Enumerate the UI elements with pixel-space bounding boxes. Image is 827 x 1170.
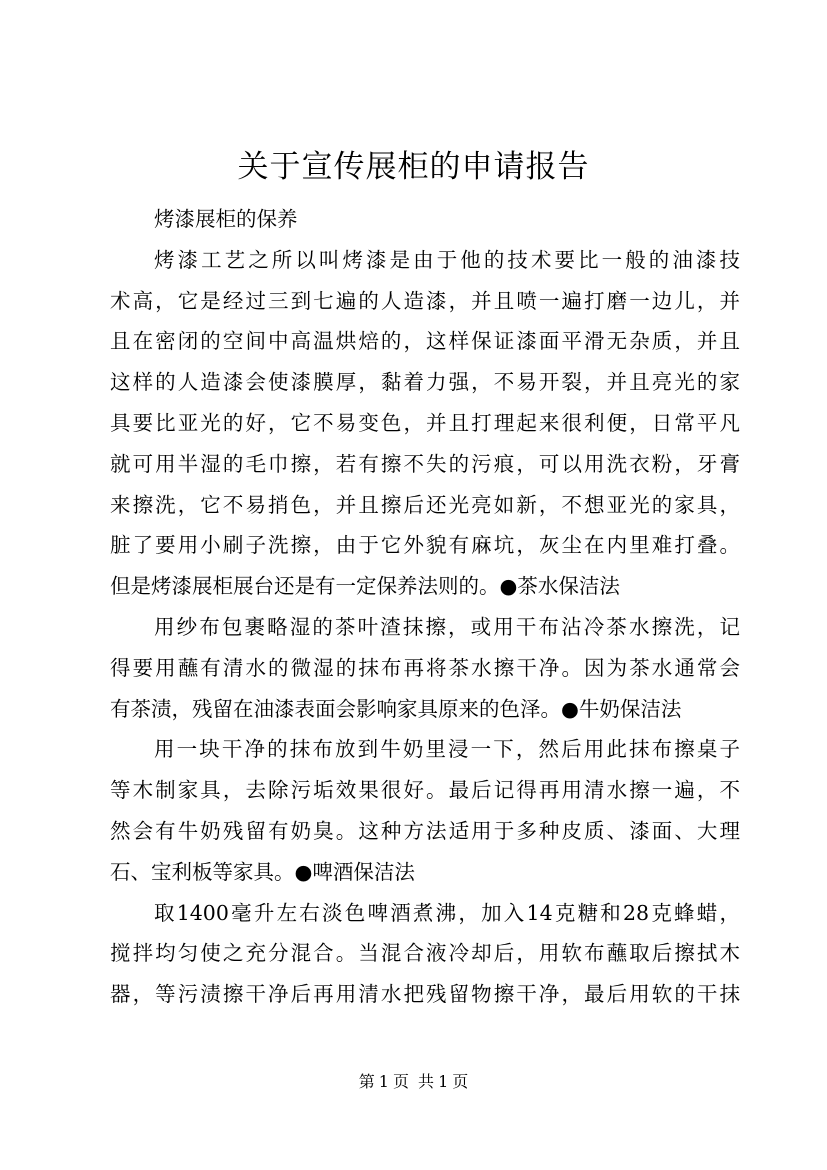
paragraph-line: 有茶渍，残留在油漆表面会影响家具原来的色泽。●牛奶保洁法 — [110, 696, 682, 721]
paragraph-line: 但是烤漆展柜展台还是有一定保养法则的。●茶水保洁法 — [110, 574, 620, 599]
page-number: 1 — [378, 1072, 389, 1091]
paragraph-line: 用一块干净的抹布放到牛奶里浸一下，然后用此抹布擦桌子 — [154, 737, 740, 762]
paragraph-line: 等木制家具，去除污垢效果很好。最后记得再用清水擦一遍，不 — [110, 778, 740, 803]
paragraph-line: 取1400毫升左右淡色啤酒煮沸，加入14克糖和28克蜂蜡， — [154, 900, 740, 925]
paragraph-line: 具要比亚光的好，它不易变色，并且打理起来很利便，日常平凡 — [110, 410, 740, 435]
paragraph-line: 器，等污渍擦干净后再用清水把残留物擦干净，最后用软的干抹 — [110, 982, 740, 1007]
paragraph-line: 这样的人造漆会使漆膜厚，黏着力强，不易开裂，并且亮光的家 — [110, 370, 740, 395]
page-unit: 页 — [392, 1072, 409, 1091]
paragraph-line: 脏了要用小刷子洗擦，由于它外貌有麻坑，灰尘在内里难打叠。 — [110, 533, 740, 558]
total-number: 1 — [438, 1072, 449, 1091]
paragraph-line: 得要用蘸有清水的微湿的抹布再将茶水擦干净。因为茶水通常会 — [110, 655, 740, 680]
total-prefix: 共 — [418, 1072, 435, 1091]
paragraph-line: 搅拌均匀使之充分混合。当混合液冷却后，用软布蘸取后擦拭木 — [110, 941, 740, 966]
paragraph-line: 用纱布包裹略湿的茶叶渣抹擦，或用干布沾冷茶水擦洗，记 — [154, 614, 740, 639]
paragraph-line: 且在密闭的空间中高温烘焙的，这样保证漆面平滑无杂质，并且 — [110, 329, 740, 354]
paragraph-line: 然会有牛奶残留有奶臭。这种方法适用于多种皮质、漆面、大理 — [110, 818, 740, 843]
document-title: 关于宣传展柜的申请报告 — [237, 149, 590, 185]
paragraph-line: 烤漆工艺之所以叫烤漆是由于他的技术要比一般的油漆技 — [154, 247, 740, 272]
document-body — [110, 199, 740, 1015]
page-footer — [0, 1070, 827, 1094]
section-heading: 烤漆展柜的保养 — [154, 207, 298, 231]
paragraph-line: 石、宝利板等家具。●啤酒保洁法 — [110, 859, 415, 884]
page-prefix: 第 — [358, 1072, 375, 1091]
paragraph-line: 术高，它是经过三到七遍的人造漆，并且喷一遍打磨一边儿，并 — [110, 288, 740, 313]
total-unit: 页 — [452, 1072, 469, 1091]
paragraph-line: 来擦洗，它不易捎色，并且擦后还光亮如新，不想亚光的家具， — [110, 492, 740, 517]
paragraph-line: 就可用半湿的毛巾擦，若有擦不失的污痕，可以用洗衣粉，牙膏 — [110, 451, 740, 476]
